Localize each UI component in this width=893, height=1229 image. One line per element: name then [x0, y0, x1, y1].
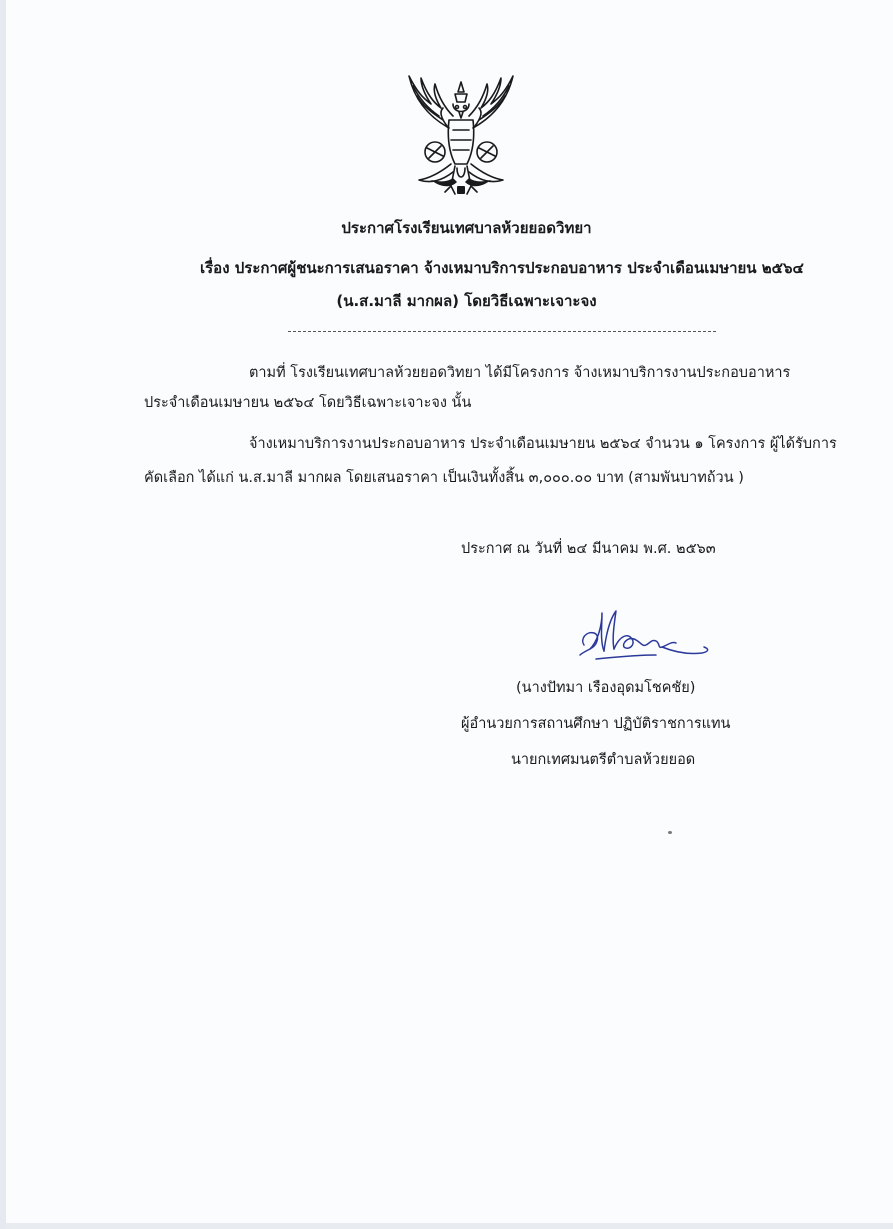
signatory-position-line2: นายกเทศมนตรีตำบลห้วยยอด [511, 752, 696, 768]
announcement-date: ประกาศ ณ วันที่ ๒๔ มีนาคม พ.ศ. ๒๕๖๓ [461, 541, 716, 557]
announcement-title: ประกาศโรงเรียนเทศบาลห้วยยอดวิทยา [341, 219, 592, 237]
signatory-name: (นางปัทมา เรืองอุดมโชคชัย) [516, 680, 696, 696]
paragraph2-line1: จ้างเหมาบริการงานประกอบอาหาร ประจำเดือนเมษายน ๒๕๖๔ จำนวน ๑ โครงการ ผู้ได้รับการ [249, 436, 837, 452]
announcement-subject-detail: (น.ส.มาลี มากผล) โดยวิธีเฉพาะเจาะจง [336, 292, 597, 310]
paragraph1-line2: ประจำเดือนเมษายน ๒๕๖๔ โดยวิธีเฉพาะเจาะจง นั้น [144, 395, 472, 411]
paragraph1-line1: ตามที่ โรงเรียนเทศบาลห้วยยอดวิทยา ได้มีโครงการ จ้างเหมาบริการงานประกอบอาหาร [249, 365, 791, 381]
scan-bottom-edge [6, 1223, 893, 1229]
announcement-subject: เรื่อง ประกาศผู้ชนะการเสนอราคา จ้างเหมาบริการประกอบอาหาร ประจำเดือนเมษายน ๒๕๖๔ [200, 259, 804, 277]
scan-speck [668, 831, 672, 834]
signatory-position-line1: ผู้อำนวยการสถานศึกษา ปฏิบัติราชการแทน [461, 716, 731, 732]
garuda-emblem-icon [401, 68, 521, 203]
paragraph2-line2: คัดเลือก ได้แก่ น.ส.มาลี มากผล โดยเสนอราคา เป็นเงินทั้งสิ้น ๓,๐๐๐.๐๐ บาท (สามพันบาทถ้วน ) [144, 470, 744, 486]
handwritten-signature [576, 605, 716, 665]
dashed-divider [288, 331, 716, 332]
